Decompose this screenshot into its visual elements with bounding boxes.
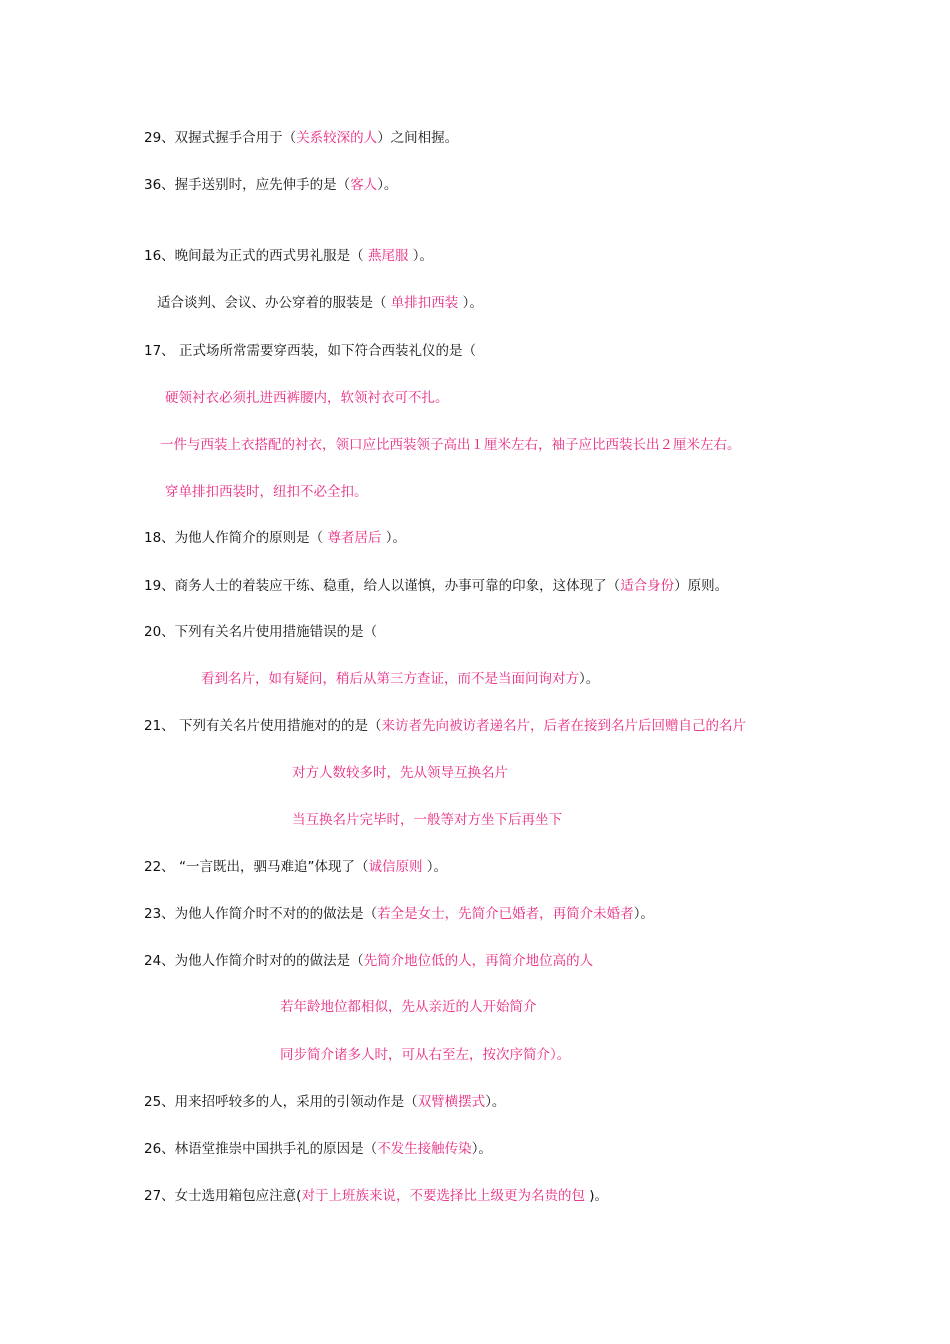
question-text: ）。 (485, 1094, 506, 1110)
question-text: 19、商务人士的着装应干练、稳重，给人以谨慎，办事可靠的印象，这体现了（ (144, 578, 621, 594)
answer-text: 若年龄地位都相似，先从亲近的人开始简介 (280, 999, 537, 1015)
answer-text: 诚信原则 (368, 859, 423, 875)
question-27 (144, 1186, 608, 1206)
question-text: ）。 (422, 859, 448, 875)
question-24 (144, 951, 593, 971)
question-25 (144, 1092, 505, 1112)
answer-17-b (160, 435, 741, 455)
answer-text: 对方人数较多时，先从领导互换名片 (292, 765, 508, 781)
answer-text: 燕尾服 (367, 248, 409, 264)
question-text: ）。 (381, 530, 407, 546)
answer-text: 穿单排扣西装时，纽扣不必全扣。 (165, 484, 368, 500)
question-21 (144, 716, 746, 736)
question-text: 适合谈判、会议、办公穿着的服装是（ (157, 295, 391, 311)
answer-text: ）。 (550, 1047, 571, 1063)
answer-text: 当互换名片完毕时，一般等对方坐下后再坐下 (292, 812, 562, 828)
question-22 (144, 857, 447, 877)
question-text: ）。 (471, 1141, 492, 1157)
answer-text: 来访者先向被访者递名片，后者在接到名片后回赠自己的名片 (381, 718, 746, 734)
question-29 (144, 128, 458, 148)
question-18 (144, 528, 406, 548)
question-text: )。 (584, 1188, 609, 1204)
question-text: 36、握手送别时，应先伸手的是（ (144, 177, 351, 193)
question-text: 29、双握式握手合用于（ (144, 130, 297, 146)
question-17 (144, 341, 476, 361)
answer-text: 适合身份 (620, 578, 675, 594)
question-text: 27、女士选用箱包应注意( (144, 1188, 302, 1204)
question-text: 21、 下列有关名片使用措施对的的是（ (144, 718, 382, 734)
answer-24-c (280, 1045, 570, 1065)
question-text: 17、 正式场所常需要穿西装，如下符合西装礼仪的是（ (144, 343, 476, 359)
answer-20 (201, 669, 599, 689)
question-text: ）原则。 (674, 578, 729, 594)
answer-21-c (292, 810, 562, 830)
answer-text: 若全是女士，先简介已婚者，再简介未婚者 (377, 906, 634, 922)
answer-text: 不发生接触传染 (377, 1141, 472, 1157)
answer-21-b (292, 763, 508, 783)
answer-text: 同步简介诸多人时，可从右至左，按次序简介 (280, 1047, 550, 1063)
question-text: ）。 (408, 248, 434, 264)
answer-text: 双臂横摆式 (417, 1094, 486, 1110)
answer-17-c (165, 482, 368, 502)
answer-text: 硬领衬衣必须扎进西裤腰内，软领衬衣可不扎。 (165, 390, 449, 406)
question-text: 16、晚间最为正式的西式男礼服是（ (144, 248, 368, 264)
answer-text: 关系较深的人 (296, 130, 378, 146)
answer-text: 对于上班族来说，不要选择比上级更为名贵的包 (301, 1188, 585, 1204)
answer-text: 看到名片，如有疑问，稍后从第三方查证，而不是当面问询对方 (201, 671, 579, 687)
question-text: 25、用来招呼较多的人，采用的引领动作是（ (144, 1094, 418, 1110)
question-16 (144, 246, 433, 266)
question-20 (144, 622, 377, 642)
answer-24-b (280, 997, 537, 1017)
question-text: 23、为他人作简介时不对的的做法是（ (144, 906, 378, 922)
question-text: ）。 (633, 906, 654, 922)
question-text: 20、下列有关名片使用措施错误的是（ (144, 624, 378, 640)
answer-text: 一件与西装上衣搭配的衬衣，领口应比西装领子高出１厘米左右，袖子应比西装长出２厘米左右。 (160, 437, 741, 453)
question-26 (144, 1139, 492, 1159)
question-text: ）之间相握。 (377, 130, 459, 146)
question-text: ）。 (377, 177, 398, 193)
question-36 (144, 175, 397, 195)
question-16-suit (157, 293, 483, 313)
answer-text: 先简介地位低的人，再简介地位高的人 (363, 953, 594, 969)
answer-text: 客人 (350, 177, 378, 193)
question-text: 24、为他人作简介时对的的做法是（ (144, 953, 364, 969)
question-text: ）。 (458, 295, 483, 311)
question-19 (144, 576, 728, 596)
question-text: 22、 “一言既出，驷马难追”体现了（ (144, 859, 369, 875)
answer-text: 尊者居后 (327, 530, 382, 546)
question-text: ）。 (579, 671, 600, 687)
answer-text: 单排扣西装 (390, 295, 459, 311)
question-23 (144, 904, 654, 924)
question-text: 26、林语堂推崇中国拱手礼的原因是（ (144, 1141, 378, 1157)
answer-17-a (165, 388, 449, 408)
question-text: 18、为他人作简介的原则是（ (144, 530, 328, 546)
